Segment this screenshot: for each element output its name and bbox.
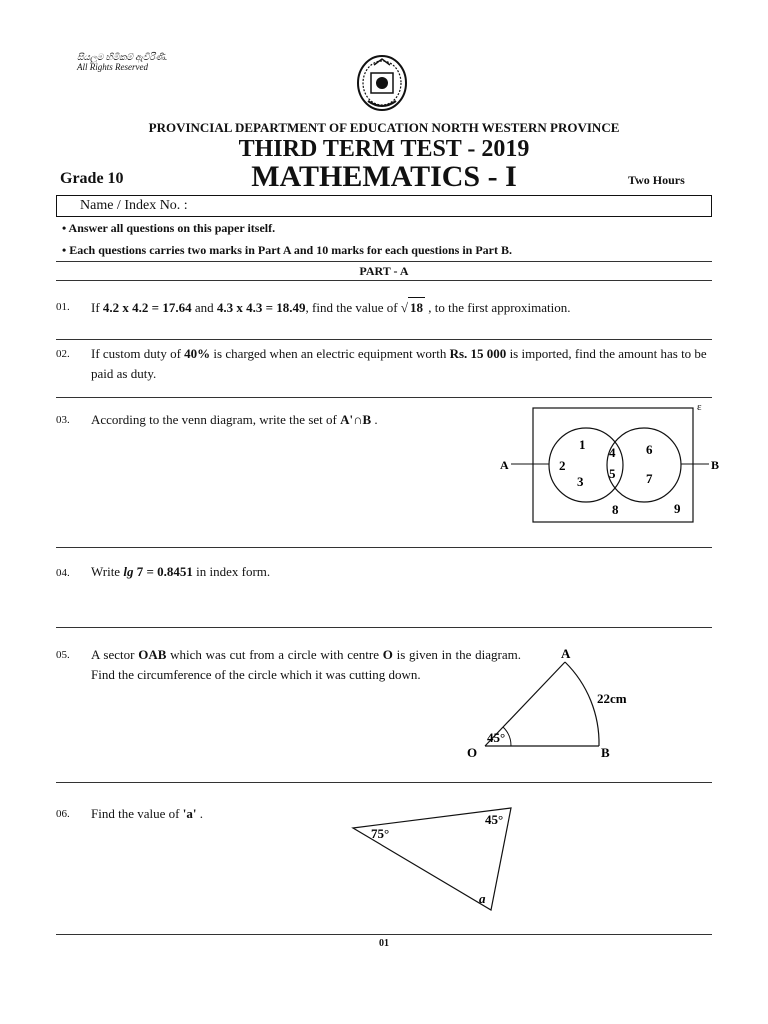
answer-line [56, 339, 712, 340]
venn-element: 1 [579, 437, 586, 452]
angle-label: 45° [487, 730, 506, 745]
question-5-text: A sector OAB which was cut from a circle with centre O is given in the diagram. Find the circumference of the circle which it was cutting down. [91, 647, 521, 682]
vertex-a-label: A [561, 646, 571, 661]
divider [56, 261, 712, 262]
question-6-text: Find the value of 'a' . [91, 806, 203, 821]
divider [56, 280, 712, 281]
name-index-label: Name / Index No. : [80, 198, 188, 213]
question-2-text: If custom duty of 40% is charged when an electric equipment worth Rs. 15 000 is imported, find the amount has to be paid as duty. [91, 346, 707, 381]
set-b-circle [607, 428, 681, 502]
question-number: 01. [56, 301, 70, 313]
vertex-o-label: O [467, 745, 478, 760]
venn-element: 9 [674, 501, 681, 516]
question-number: 06. [56, 808, 70, 820]
arc-length-label: 22cm [597, 691, 627, 706]
radicand: 18 [408, 297, 425, 318]
question-number: 04. [56, 567, 70, 579]
question-number: 05. [56, 649, 70, 661]
rights-sinhala: සියලුම හිමිකම් ඇවිරිණි. [77, 52, 168, 62]
universal-set-symbol: ε [697, 401, 702, 413]
test-title: THIRD TERM TEST - 2019 [238, 136, 530, 162]
subject-title: MATHEMATICS - I [251, 160, 517, 193]
question-3-text: According to the venn diagram, write the set of A'∩B . [91, 412, 378, 427]
venn-element: 3 [577, 474, 584, 489]
rights-reserved [77, 52, 167, 72]
instruction-1: • Answer all questions on this paper itself. [62, 221, 276, 235]
triangle-diagram [345, 800, 525, 915]
venn-element: 5 [609, 466, 616, 481]
question-1-text: If 4.2 x 4.2 = 17.64 and 4.3 x 4.3 = 18.49, find the value of √ 18 , to the first approximation. [91, 297, 571, 318]
question-number: 02. [56, 348, 70, 360]
venn-diagram [495, 398, 725, 526]
question-4-text: Write lg 7 = 0.8451 in index form. [91, 564, 271, 579]
set-a-label: A [500, 458, 509, 472]
sqrt-symbol: √ [400, 300, 408, 315]
crest-logo [354, 53, 410, 115]
answer-line [56, 627, 712, 628]
part-title: PART - A [359, 264, 409, 278]
venn-element: 4 [609, 445, 616, 460]
question-number: 03. [56, 414, 70, 426]
venn-element: 2 [559, 458, 566, 473]
venn-element: 8 [612, 502, 619, 517]
grade-label: Grade 10 [60, 170, 124, 187]
angle-a-label: a [479, 891, 486, 906]
angle-75-label: 75° [371, 826, 390, 841]
answer-line [56, 782, 712, 783]
venn-element: 7 [646, 471, 653, 486]
rights-english: All Rights Reserved [77, 62, 148, 72]
answer-line [56, 547, 712, 548]
angle-45-label: 45° [485, 812, 504, 827]
venn-element: 6 [646, 442, 653, 457]
department-name: PROVINCIAL DEPARTMENT OF EDUCATION NORTH WESTERN PROVINCE [148, 120, 620, 135]
page-number: 01 [379, 938, 389, 949]
sector-arc [565, 662, 599, 746]
sector-diagram [455, 640, 655, 768]
answer-line [56, 934, 712, 935]
vertex-b-label: B [601, 745, 610, 760]
instruction-2: • Each questions carries two marks in Part A and 10 marks for each questions in Part B. [62, 243, 512, 257]
duration-label: Two Hours [628, 173, 685, 187]
set-b-label: B [711, 458, 720, 472]
